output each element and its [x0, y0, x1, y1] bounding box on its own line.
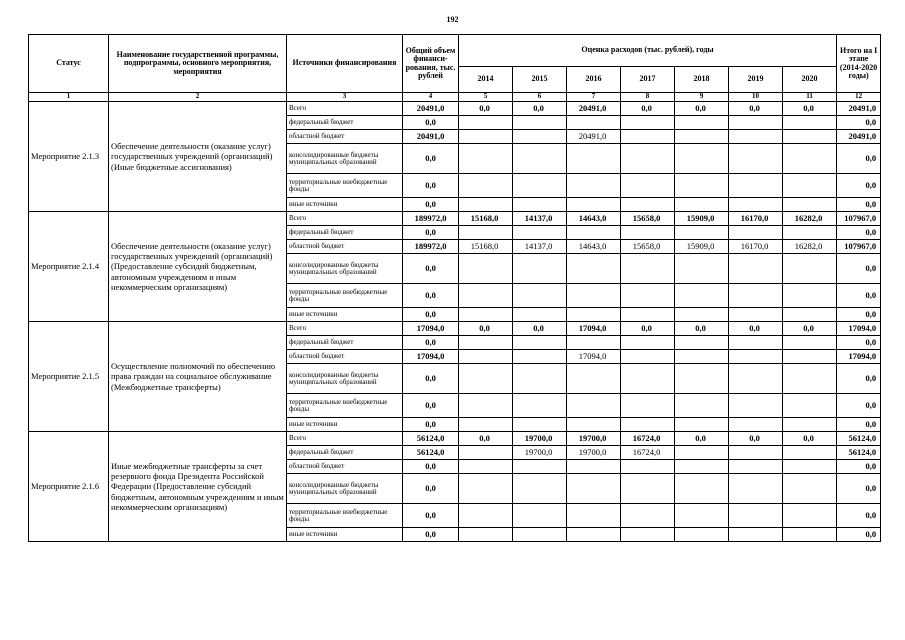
row-year-value: 16282,0 [783, 212, 837, 226]
row-source: областной бюджет [287, 130, 403, 144]
header-status: Статус [29, 35, 109, 93]
row-year-value [513, 308, 567, 322]
row-total-volume: 20491,0 [403, 130, 459, 144]
row-year-value [513, 460, 567, 474]
row-status: Мероприятие 2.1.4 [29, 212, 109, 322]
row-year-value [675, 144, 729, 174]
row-total-volume: 189972,0 [403, 240, 459, 254]
row-year-value [783, 350, 837, 364]
row-total-volume: 17094,0 [403, 350, 459, 364]
row-total-volume: 56124,0 [403, 446, 459, 460]
row-year-value [783, 418, 837, 432]
row-year-value [783, 336, 837, 350]
row-year-value: 0,0 [675, 322, 729, 336]
row-year-value [567, 504, 621, 528]
row-year-value: 16282,0 [783, 240, 837, 254]
row-source: федеральный бюджет [287, 226, 403, 240]
row-year-value [459, 198, 513, 212]
column-index: 12 [837, 93, 881, 102]
row-year-value [567, 394, 621, 418]
row-program-name: Осуществление полномочий по обеспечению права граждан на социальное обслуживание (Межбюджетные трансферты) [109, 322, 287, 432]
row-year-value [513, 350, 567, 364]
row-year-value [459, 350, 513, 364]
row-source: Всего [287, 212, 403, 226]
row-year-value [621, 504, 675, 528]
row-stage-total: 0,0 [837, 144, 881, 174]
row-total-volume: 0,0 [403, 418, 459, 432]
row-year-value: 17094,0 [567, 322, 621, 336]
row-year-value [729, 116, 783, 130]
row-total-volume: 0,0 [403, 308, 459, 322]
row-year-value [783, 130, 837, 144]
row-total-volume: 0,0 [403, 528, 459, 542]
row-year-value [513, 254, 567, 284]
header-total-volume: Общий объем финанси-рования, тыс. рублей [403, 35, 459, 93]
header-year: 2016 [567, 67, 621, 93]
row-year-value [621, 254, 675, 284]
row-year-value [459, 254, 513, 284]
row-stage-total: 17094,0 [837, 322, 881, 336]
row-total-volume: 56124,0 [403, 432, 459, 446]
row-year-value [621, 350, 675, 364]
row-source: консолидированные бюджеты муниципальных образований [287, 144, 403, 174]
row-year-value [783, 254, 837, 284]
row-total-volume: 0,0 [403, 394, 459, 418]
row-year-value [513, 116, 567, 130]
row-year-value [567, 284, 621, 308]
row-year-value [459, 226, 513, 240]
row-source: территориальные внебюджетные фонды [287, 284, 403, 308]
row-year-value: 16170,0 [729, 240, 783, 254]
row-year-value [567, 116, 621, 130]
row-stage-total: 0,0 [837, 226, 881, 240]
row-year-value: 0,0 [729, 322, 783, 336]
row-total-volume: 189972,0 [403, 212, 459, 226]
row-year-value [459, 528, 513, 542]
row-year-value: 0,0 [783, 102, 837, 116]
row-year-value: 0,0 [729, 102, 783, 116]
row-year-value: 0,0 [675, 102, 729, 116]
row-year-value [783, 364, 837, 394]
row-year-value: 20491,0 [567, 130, 621, 144]
row-year-value [675, 418, 729, 432]
row-year-value [459, 474, 513, 504]
row-year-value: 15909,0 [675, 212, 729, 226]
row-year-value [621, 394, 675, 418]
row-year-value [783, 144, 837, 174]
row-year-value [783, 394, 837, 418]
row-stage-total: 0,0 [837, 308, 881, 322]
row-status: Мероприятие 2.1.5 [29, 322, 109, 432]
row-year-value [621, 474, 675, 504]
row-year-value [783, 504, 837, 528]
row-year-value [567, 174, 621, 198]
row-year-value [783, 308, 837, 322]
row-year-value [729, 254, 783, 284]
row-year-value [513, 474, 567, 504]
header-year: 2014 [459, 67, 513, 93]
row-year-value: 0,0 [783, 322, 837, 336]
row-year-value [621, 460, 675, 474]
column-index-row [29, 93, 881, 102]
row-source: иные источники [287, 198, 403, 212]
row-year-value: 0,0 [459, 322, 513, 336]
header-year: 2020 [783, 67, 837, 93]
row-year-value [459, 116, 513, 130]
row-year-value [675, 116, 729, 130]
row-stage-total: 0,0 [837, 116, 881, 130]
header-year: 2015 [513, 67, 567, 93]
row-year-value [567, 336, 621, 350]
table-row [29, 432, 881, 446]
row-source: территориальные внебюджетные фонды [287, 174, 403, 198]
row-stage-total: 17094,0 [837, 350, 881, 364]
row-stage-total: 0,0 [837, 418, 881, 432]
row-year-value [675, 336, 729, 350]
row-year-value [459, 308, 513, 322]
row-year-value [729, 474, 783, 504]
row-year-value: 15168,0 [459, 212, 513, 226]
row-total-volume: 0,0 [403, 504, 459, 528]
row-status: Мероприятие 2.1.6 [29, 432, 109, 542]
row-year-value [729, 308, 783, 322]
row-source: консолидированные бюджеты муниципальных образований [287, 254, 403, 284]
row-year-value [567, 226, 621, 240]
column-index: 7 [567, 93, 621, 102]
table-body [29, 102, 881, 542]
column-index: 11 [783, 93, 837, 102]
row-year-value [729, 528, 783, 542]
row-year-value: 0,0 [621, 102, 675, 116]
row-year-value [567, 474, 621, 504]
row-source: иные источники [287, 528, 403, 542]
row-total-volume: 0,0 [403, 254, 459, 284]
row-year-value [675, 460, 729, 474]
row-year-value: 0,0 [783, 432, 837, 446]
row-source: консолидированные бюджеты муниципальных образований [287, 474, 403, 504]
row-year-value [675, 308, 729, 322]
row-year-value [675, 446, 729, 460]
row-source: федеральный бюджет [287, 116, 403, 130]
row-year-value: 19700,0 [513, 432, 567, 446]
row-year-value [513, 364, 567, 394]
table-header [29, 35, 881, 102]
row-year-value [513, 528, 567, 542]
header-estimate: Оценка расходов (тыс. рублей), годы [459, 35, 837, 67]
row-program-name: Обеспечение деятельности (оказание услуг) государственных учреждений (организаций) (Предоставление субсидий бюджетным, автономным учреждениям и иным некоммерческим организациям) [109, 212, 287, 322]
row-year-value: 15168,0 [459, 240, 513, 254]
row-source: территориальные внебюджетные фонды [287, 394, 403, 418]
row-year-value [459, 460, 513, 474]
row-year-value [513, 504, 567, 528]
column-index: 3 [287, 93, 403, 102]
row-total-volume: 0,0 [403, 198, 459, 212]
row-year-value [567, 418, 621, 432]
row-stage-total: 0,0 [837, 394, 881, 418]
row-year-value [513, 226, 567, 240]
row-stage-total: 56124,0 [837, 446, 881, 460]
row-source: Всего [287, 322, 403, 336]
row-year-value [567, 144, 621, 174]
row-source: областной бюджет [287, 240, 403, 254]
row-year-value [675, 284, 729, 308]
row-total-volume: 0,0 [403, 174, 459, 198]
row-year-value [513, 198, 567, 212]
row-year-value: 14137,0 [513, 240, 567, 254]
row-year-value [513, 336, 567, 350]
row-year-value [513, 418, 567, 432]
row-stage-total: 20491,0 [837, 130, 881, 144]
row-year-value: 0,0 [513, 322, 567, 336]
row-year-value [459, 446, 513, 460]
row-year-value: 0,0 [621, 322, 675, 336]
row-year-value [459, 504, 513, 528]
row-year-value [621, 130, 675, 144]
row-program-name: Обеспечение деятельности (оказание услуг) государственных учреждений (организаций) (Иные бюджетные ассигнования) [109, 102, 287, 212]
row-year-value: 0,0 [459, 102, 513, 116]
row-source: Всего [287, 432, 403, 446]
row-year-value [621, 528, 675, 542]
row-year-value: 20491,0 [567, 102, 621, 116]
header-year: 2017 [621, 67, 675, 93]
row-year-value: 16170,0 [729, 212, 783, 226]
row-stage-total: 0,0 [837, 528, 881, 542]
row-year-value: 0,0 [729, 432, 783, 446]
row-year-value: 15658,0 [621, 240, 675, 254]
row-year-value [621, 308, 675, 322]
row-year-value [675, 528, 729, 542]
row-year-value: 14643,0 [567, 212, 621, 226]
row-total-volume: 0,0 [403, 116, 459, 130]
column-index: 9 [675, 93, 729, 102]
row-year-value [675, 226, 729, 240]
row-year-value: 14137,0 [513, 212, 567, 226]
row-stage-total: 0,0 [837, 336, 881, 350]
row-stage-total: 56124,0 [837, 432, 881, 446]
row-status: Мероприятие 2.1.3 [29, 102, 109, 212]
page-number: 192 [446, 15, 459, 24]
row-stage-total: 0,0 [837, 460, 881, 474]
row-year-value [675, 474, 729, 504]
row-year-value [513, 284, 567, 308]
row-total-volume: 0,0 [403, 460, 459, 474]
row-year-value: 19700,0 [567, 432, 621, 446]
row-year-value [675, 394, 729, 418]
row-year-value [621, 116, 675, 130]
row-year-value [675, 174, 729, 198]
column-index: 4 [403, 93, 459, 102]
row-year-value: 0,0 [675, 432, 729, 446]
row-year-value [675, 350, 729, 364]
row-year-value [621, 174, 675, 198]
row-year-value [459, 418, 513, 432]
column-index: 1 [29, 93, 109, 102]
row-year-value: 0,0 [513, 102, 567, 116]
row-year-value [783, 226, 837, 240]
row-year-value [729, 284, 783, 308]
row-year-value [621, 144, 675, 174]
row-source: иные источники [287, 418, 403, 432]
row-stage-total: 107967,0 [837, 240, 881, 254]
row-stage-total: 0,0 [837, 504, 881, 528]
row-stage-total: 107967,0 [837, 212, 881, 226]
header-sources: Источники финансирования [287, 35, 403, 93]
row-year-value [729, 504, 783, 528]
row-year-value [729, 130, 783, 144]
row-year-value [729, 446, 783, 460]
row-stage-total: 0,0 [837, 284, 881, 308]
row-year-value [513, 144, 567, 174]
row-source: федеральный бюджет [287, 446, 403, 460]
row-year-value [783, 528, 837, 542]
column-index: 5 [459, 93, 513, 102]
row-year-value [621, 226, 675, 240]
row-stage-total: 0,0 [837, 198, 881, 212]
row-year-value: 0,0 [459, 432, 513, 446]
row-program-name: Иные межбюджетные трансферты за счет резервного фонда Президента Российской Федерации (Предоставление субсидий бюджетным, автономным учреждениям и иным некоммерческим организациям) [109, 432, 287, 542]
row-total-volume: 0,0 [403, 226, 459, 240]
row-year-value [567, 528, 621, 542]
row-year-value [459, 394, 513, 418]
budget-table [28, 34, 881, 542]
row-year-value: 14643,0 [567, 240, 621, 254]
row-year-value: 17094,0 [567, 350, 621, 364]
row-year-value [783, 284, 837, 308]
row-year-value [459, 364, 513, 394]
header-year: 2019 [729, 67, 783, 93]
column-index: 2 [109, 93, 287, 102]
column-index: 10 [729, 93, 783, 102]
row-stage-total: 20491,0 [837, 102, 881, 116]
row-source: федеральный бюджет [287, 336, 403, 350]
row-year-value: 15909,0 [675, 240, 729, 254]
row-year-value [621, 418, 675, 432]
table-row [29, 322, 881, 336]
row-year-value [729, 460, 783, 474]
row-year-value [675, 364, 729, 394]
row-year-value: 15658,0 [621, 212, 675, 226]
row-year-value [675, 198, 729, 212]
row-source: иные источники [287, 308, 403, 322]
row-source: территориальные внебюджетные фонды [287, 504, 403, 528]
row-year-value [729, 336, 783, 350]
row-source: консолидированные бюджеты муниципальных образований [287, 364, 403, 394]
row-year-value [513, 130, 567, 144]
row-year-value [621, 364, 675, 394]
column-index: 6 [513, 93, 567, 102]
row-total-volume: 0,0 [403, 336, 459, 350]
row-year-value [729, 350, 783, 364]
row-total-volume: 0,0 [403, 364, 459, 394]
row-year-value [783, 474, 837, 504]
row-year-value [621, 336, 675, 350]
row-year-value [729, 418, 783, 432]
row-year-value [513, 174, 567, 198]
row-year-value [567, 460, 621, 474]
row-year-value [459, 336, 513, 350]
row-year-value [729, 226, 783, 240]
row-year-value [459, 130, 513, 144]
row-year-value: 19700,0 [513, 446, 567, 460]
row-year-value [783, 174, 837, 198]
row-year-value [513, 394, 567, 418]
row-year-value [675, 504, 729, 528]
column-index: 8 [621, 93, 675, 102]
row-total-volume: 0,0 [403, 284, 459, 308]
row-source: областной бюджет [287, 460, 403, 474]
row-year-value [567, 308, 621, 322]
row-total-volume: 20491,0 [403, 102, 459, 116]
header-stage-total: Итого на I этапе (2014-2020 годы) [837, 35, 881, 93]
row-source: областной бюджет [287, 350, 403, 364]
row-year-value: 16724,0 [621, 432, 675, 446]
row-stage-total: 0,0 [837, 174, 881, 198]
row-year-value [783, 198, 837, 212]
row-stage-total: 0,0 [837, 254, 881, 284]
row-year-value [729, 198, 783, 212]
table-row [29, 102, 881, 116]
row-year-value [729, 144, 783, 174]
row-source: Всего [287, 102, 403, 116]
row-year-value [621, 284, 675, 308]
row-year-value [675, 254, 729, 284]
row-year-value [783, 446, 837, 460]
row-year-value [729, 174, 783, 198]
row-stage-total: 0,0 [837, 364, 881, 394]
header-program-name: Наименование государственной программы, подпрограммы, основного мероприятия, мероприятия [109, 35, 287, 93]
row-year-value [459, 174, 513, 198]
row-total-volume: 17094,0 [403, 322, 459, 336]
row-year-value [459, 144, 513, 174]
row-year-value [783, 460, 837, 474]
table-row [29, 212, 881, 226]
row-year-value [567, 364, 621, 394]
row-stage-total: 0,0 [837, 474, 881, 504]
row-year-value [621, 198, 675, 212]
row-total-volume: 0,0 [403, 144, 459, 174]
row-year-value [783, 116, 837, 130]
row-year-value [459, 284, 513, 308]
row-year-value: 16724,0 [621, 446, 675, 460]
header-year: 2018 [675, 67, 729, 93]
row-year-value [729, 364, 783, 394]
row-year-value [729, 394, 783, 418]
row-year-value [567, 198, 621, 212]
row-year-value [567, 254, 621, 284]
row-total-volume: 0,0 [403, 474, 459, 504]
row-year-value [675, 130, 729, 144]
row-year-value: 19700,0 [567, 446, 621, 460]
